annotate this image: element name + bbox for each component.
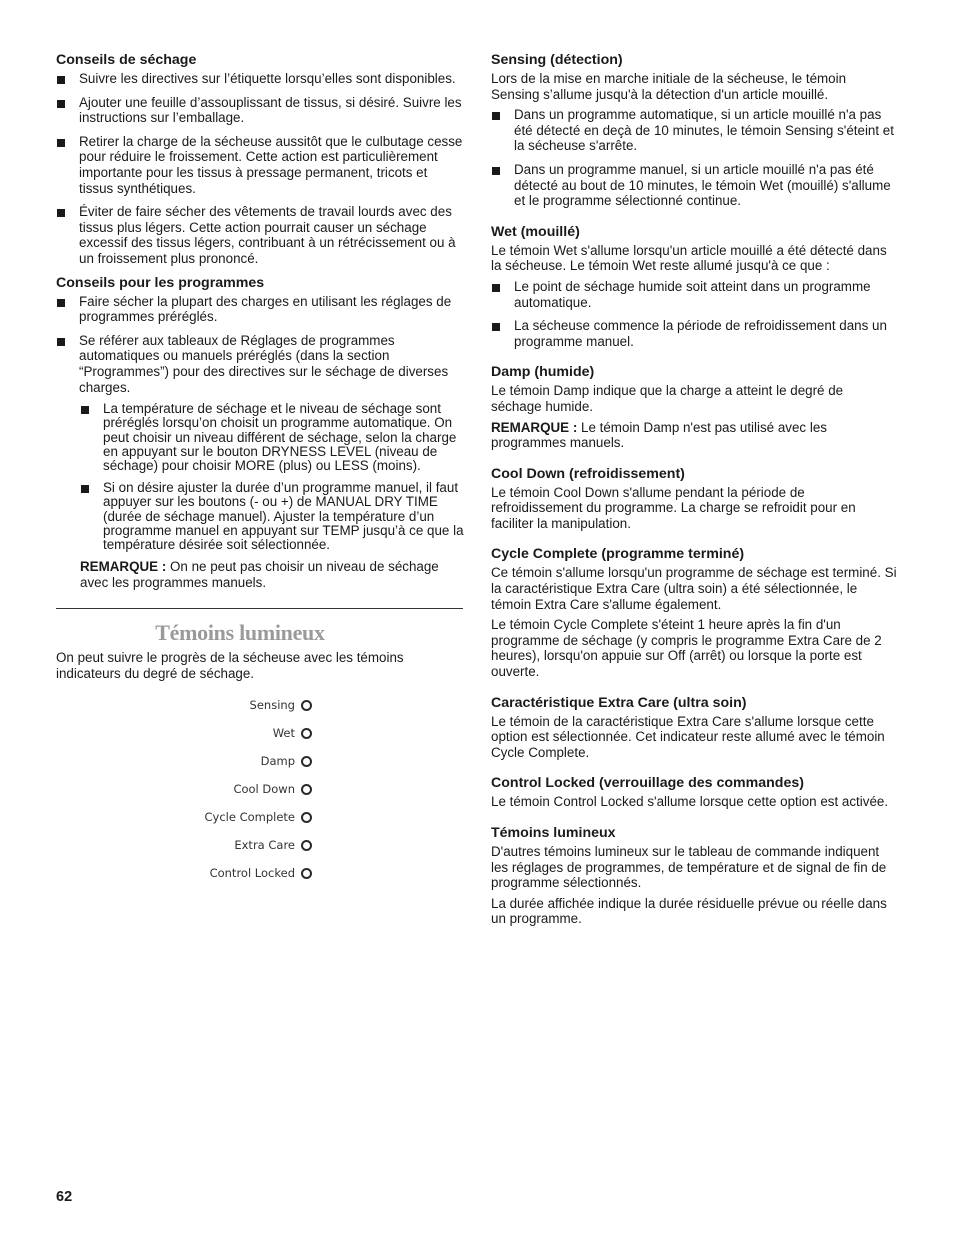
indicator-label: Wet bbox=[272, 725, 295, 740]
remarque-label: REMARQUE : bbox=[80, 559, 167, 575]
remarque-label: REMARQUE : bbox=[491, 419, 578, 435]
heading-cool-down: Cool Down (refroidissement) bbox=[491, 465, 685, 482]
list-sensing bbox=[491, 107, 897, 209]
heading-temoins-lumineux: Témoins lumineux bbox=[491, 825, 616, 841]
sublist-programmes bbox=[56, 402, 464, 552]
list-item: Suivre les directives sur l’étiquette lorsqu’elles sont disponibles. bbox=[56, 71, 464, 87]
remarque-text: On ne peut pas choisir un niveau de séchage avec les programmes manuels. bbox=[80, 559, 439, 590]
list-item: Se référer aux tableaux de Réglages de programmes automatiques ou manuels préréglés (dans la section “Programmes”) pour des directives sur le séchage de diverses charges. bbox=[56, 333, 464, 395]
list-item: Dans un programme automatique, si un article mouillé n'a pas été détecté en deçà de 10 minutes, le témoin Sensing s'éteint et la sécheuse s'arrête. bbox=[491, 107, 897, 154]
list-item: Faire sécher la plupart des charges en utilisant les réglages de programmes préréglés. bbox=[56, 294, 464, 325]
heading-cycle-complete: Cycle Complete (programme terminé) bbox=[491, 546, 745, 563]
heading-conseils-sechage: Conseils de séchage bbox=[56, 52, 197, 68]
list-conseils-sechage bbox=[56, 71, 464, 267]
indicator-light-icon bbox=[301, 756, 312, 767]
indicator-light-icon bbox=[301, 728, 312, 739]
indicator-light-icon bbox=[301, 868, 312, 879]
damp-remarque bbox=[491, 420, 897, 451]
remarque-programmes bbox=[56, 559, 464, 590]
page-number: 62 bbox=[56, 1189, 73, 1205]
indicator-sensing bbox=[250, 698, 312, 714]
heading-extra-care: Caractéristique Extra Care (ultra soin) bbox=[491, 694, 747, 711]
control-locked-text: Le témoin Control Locked s'allume lorsque cette option est activée. bbox=[491, 794, 889, 810]
wet-intro: Le témoin Wet s'allume lorsqu'un article mouillé a été détecté dans la sécheuse. Le témoin Wet reste allumé jusqu'à ce que : bbox=[491, 242, 887, 274]
sensing-intro: Lors de la mise en marche initiale de la sécheuse, le témoin Sensing s’allume jusqu'à la détection d'un article mouillé. bbox=[491, 71, 847, 102]
indicator-light-icon bbox=[301, 840, 312, 851]
section-divider bbox=[56, 608, 463, 609]
list-item: Éviter de faire sécher des vêtements de travail lourds avec des tissus plus légers. Cette action pourrait causer un séchage excessif des tissus légers, contribuant à un rétrécissement ou à un froissement plus prononcé. bbox=[56, 204, 464, 266]
cool-down-text: Le témoin Cool Down s'allume pendant la période de refroidissement du programme. La charge se refroidit pour en faciliter la manipulation. bbox=[491, 484, 856, 531]
indicator-light-icon bbox=[301, 812, 312, 823]
left-column bbox=[56, 52, 464, 881]
indicator-label: Cool Down bbox=[233, 781, 295, 796]
indicator-light-icon bbox=[301, 700, 312, 711]
indicator-control-locked bbox=[210, 866, 312, 882]
sub-list-item: La température de séchage et le niveau de séchage sont préréglés lorsqu’on choisit un programme automatique. On peut choisir un niveau différent de séchage, selon la charge en appuyant sur le bouton DRYNESS LEVEL (niveau de séchage) pour choisir MORE (plus) ou LESS (moins). bbox=[80, 402, 464, 473]
indicator-cool-down bbox=[233, 782, 312, 798]
damp-text: Le témoin Damp indique que la charge a atteint le degré de séchage humide. bbox=[491, 383, 844, 414]
right-column bbox=[491, 52, 897, 927]
heading-control-locked: Control Locked (verrouillage des commandes) bbox=[491, 775, 804, 792]
sub-list-item: Si on désire ajuster la durée d’un programme manuel, il faut appuyer sur les boutons (- ou +) de MANUAL DRY TIME (durée de séchage manuel). Ajuster la température d’un programme manuel en appuyant sur TEMP jusqu’à ce que la température désirée soit sélectionnée. bbox=[80, 481, 464, 552]
heading-damp: Damp (humide) bbox=[491, 364, 595, 381]
indicator-wet bbox=[273, 726, 312, 742]
indicator-panel bbox=[56, 691, 312, 881]
indicator-label: Extra Care bbox=[234, 837, 295, 852]
indicator-extra-care bbox=[234, 838, 312, 854]
section-wet bbox=[491, 224, 897, 350]
list-conseils-programmes bbox=[56, 294, 464, 396]
indicator-label: Control Locked bbox=[209, 865, 295, 880]
list-wet bbox=[491, 279, 897, 349]
section-control-locked bbox=[491, 775, 897, 810]
temoins-text-2: La durée affichée indique la durée résiduelle prévue ou réelle dans un programme. bbox=[491, 895, 887, 927]
list-item: La sécheuse commence la période de refroidissement dans un programme manuel. bbox=[491, 318, 897, 349]
indicator-cycle-complete bbox=[204, 810, 312, 826]
section-cycle-complete bbox=[491, 546, 897, 679]
indicator-label: Damp bbox=[260, 753, 295, 768]
section-title-temoins: Témoins lumineux bbox=[155, 620, 325, 646]
indicator-label: Cycle Complete bbox=[204, 809, 295, 824]
list-item: Le point de séchage humide soit atteint dans un programme automatique. bbox=[491, 279, 897, 310]
section-damp bbox=[491, 364, 897, 450]
remarque-text: Le témoin Damp n'est pas utilisé avec les programmes manuels. bbox=[491, 419, 827, 451]
cycle-complete-text-1: Ce témoin s'allume lorsqu'un programme de séchage est terminé. Si la caractéristique Extra Care (ultra soin) a été sélectionnée, le témoin Extra Care s'allume également. bbox=[491, 565, 897, 612]
list-item: Retirer la charge de la sécheuse aussitôt que le culbutage cesse pour réduire le froissement. Cette action est particulièrement importante pour les tissus à pressage permanent, tricots et tissus synthétiques. bbox=[56, 134, 464, 196]
section-temoins-lumineux bbox=[491, 825, 897, 927]
indicator-light-icon bbox=[301, 784, 312, 795]
section-extra-care bbox=[491, 695, 897, 761]
section-cool-down bbox=[491, 466, 897, 532]
heading-wet: Wet (mouillé) bbox=[491, 223, 580, 240]
extra-care-text: Le témoin de la caractéristique Extra Care s'allume lorsque cette option est sélectionnée. Cet indicateur reste allumé avec le témoin Cycle Complete. bbox=[491, 713, 885, 760]
list-item: Ajouter une feuille d’assouplissant de tissus, si désiré. Suivre les instructions sur l’emballage. bbox=[56, 95, 464, 126]
cycle-complete-text-2: Le témoin Cycle Complete s'éteint 1 heure après la fin d'un programme de séchage (y compris le programme Extra Care de 2 heures), lorsqu'on appuie sur Off (arrêt) ou lorsque la porte est ouverte. bbox=[491, 617, 882, 680]
indicator-damp bbox=[261, 754, 312, 770]
heading-conseils-programmes: Conseils pour les programmes bbox=[56, 274, 265, 291]
indicator-label: Sensing bbox=[249, 697, 295, 712]
heading-sensing: Sensing (détection) bbox=[491, 52, 623, 68]
list-item: Dans un programme manuel, si un article mouillé n'a pas été détecté au bout de 10 minutes, le témoin Wet (mouillé) s'allume et le programme sélectionné continue. bbox=[491, 162, 897, 209]
temoins-text-1: D'autres témoins lumineux sur le tableau de commande indiquent les réglages de programmes, de température et de signal de fin de programme sélectionnés. bbox=[491, 844, 887, 891]
temoins-intro: On peut suivre le progrès de la sécheuse avec les témoins indicateurs du degré de séchage. bbox=[56, 650, 404, 681]
